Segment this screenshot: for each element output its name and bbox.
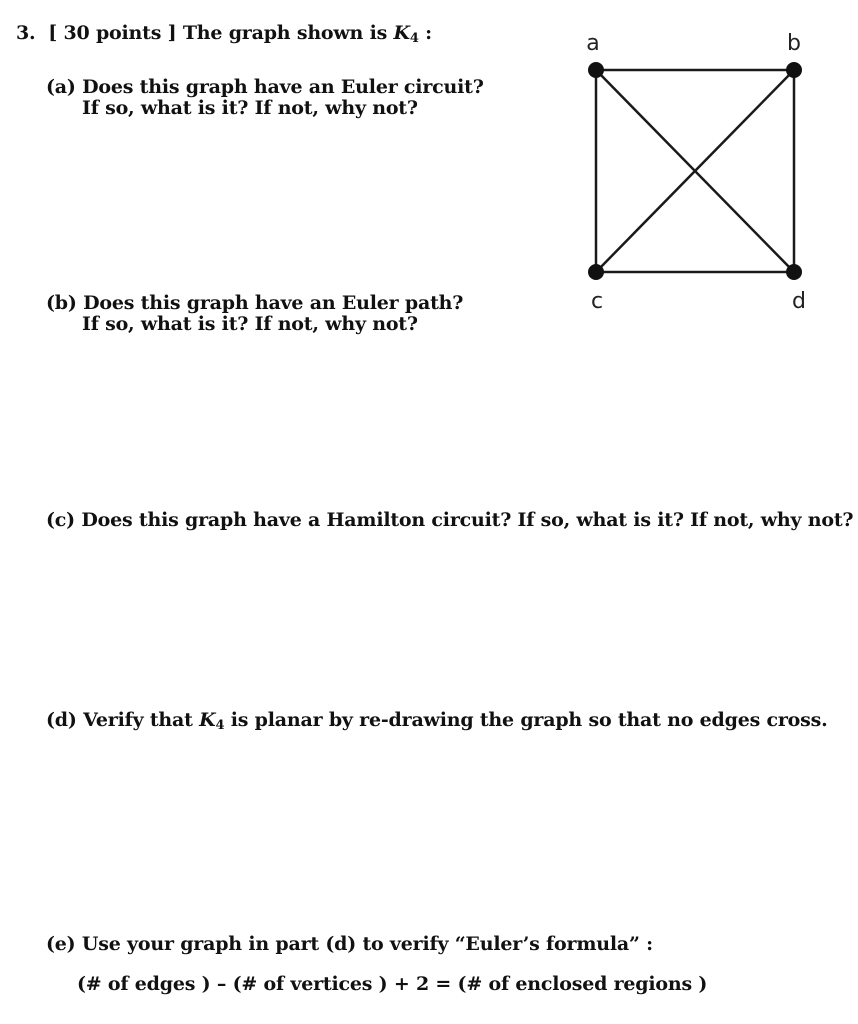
question-intro: The graph shown is — [182, 22, 388, 44]
part-a-followup: If so, what is it? If not, why not? — [82, 97, 418, 119]
vertex-a — [588, 62, 604, 78]
graph-symbol: K — [393, 22, 410, 44]
question-header — [16, 22, 432, 50]
question-intro-suffix: : — [418, 22, 432, 44]
graph-subscript: 4 — [409, 31, 419, 46]
vertex-d — [786, 264, 802, 280]
part-e-question: (e) Use your graph in part (d) to verify “Euler’s formula” : — [46, 933, 653, 955]
part-c-question: (c) Does this graph have a Hamilton circuit? If so, what is it? If not, why not? — [46, 509, 854, 531]
euler-formula: (# of edges ) – (# of vertices ) + 2 = (# of enclosed regions ) — [77, 973, 708, 995]
part-d-prefix: (d) Verify that — [46, 709, 200, 731]
vertex-c — [588, 264, 604, 280]
vertex-label-b: b — [787, 31, 801, 56]
k4-graph-figure — [575, 22, 825, 322]
graph-edges — [596, 70, 794, 272]
part-d-graph-symbol: K — [199, 709, 216, 731]
part-d-question — [46, 709, 828, 737]
vertex-label-a: a — [586, 31, 600, 56]
part-d-graph-subscript: 4 — [215, 718, 225, 733]
part-a-question: (a) Does this graph have an Euler circuit? — [46, 76, 484, 98]
part-b-followup: If so, what is it? If not, why not? — [82, 313, 418, 335]
vertex-b — [786, 62, 802, 78]
question-points: [ 30 points ] — [48, 22, 177, 44]
vertex-label-d: d — [792, 289, 806, 314]
question-number: 3. — [16, 22, 36, 44]
part-b-question: (b) Does this graph have an Euler path? — [46, 292, 464, 314]
part-d-suffix: is planar by re-drawing the graph so that no edges cross. — [224, 709, 828, 731]
vertex-label-c: c — [590, 289, 604, 314]
